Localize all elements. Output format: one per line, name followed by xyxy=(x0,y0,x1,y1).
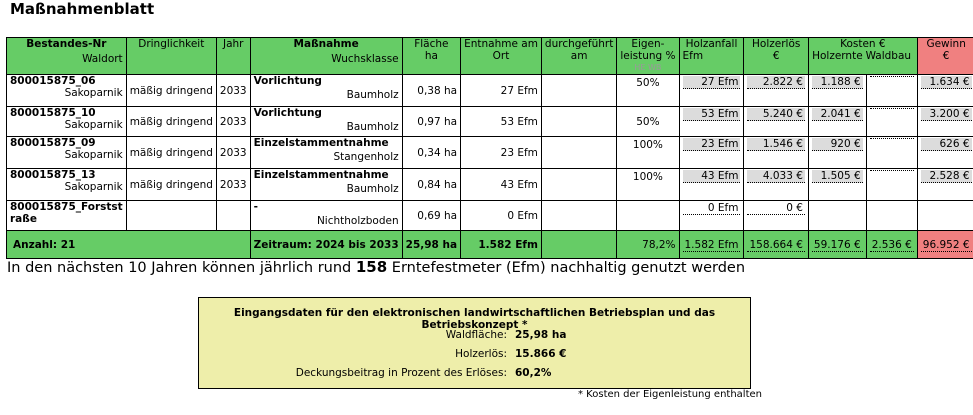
bestand-nr: 800015875_06 xyxy=(10,75,96,87)
header-holzerloes xyxy=(744,38,808,75)
table-header-row xyxy=(7,38,973,75)
massnahme: Vorlichtung xyxy=(253,107,322,119)
header-durchgefuehrt-label: durchgeführt xyxy=(544,38,614,50)
waldflaeche-value: 25,98 ha xyxy=(515,329,567,341)
deckungsbeitrag-value: 60,2% xyxy=(515,367,552,379)
header-holzanfall-unit: Efm xyxy=(682,50,704,62)
wuchsklasse: Baumholz xyxy=(346,89,399,101)
flaeche: 0,69 ha xyxy=(402,201,460,231)
table-row xyxy=(7,201,973,231)
footer-anzahl-label: Anzahl: 21 xyxy=(13,238,76,251)
kosten-waldbau xyxy=(870,76,914,77)
header-flaeche-label: Fläche xyxy=(414,38,449,50)
eigenleistung xyxy=(617,201,679,231)
summary-sentence xyxy=(7,258,745,276)
header-entnahme-label-2: Ort xyxy=(492,50,510,62)
holzerloes: 2.822 € xyxy=(747,76,804,89)
header-entnahme-label: Entnahme am xyxy=(464,38,538,50)
footer-gewinn: 96.952 € xyxy=(922,238,970,251)
footer-anzahl xyxy=(7,231,251,259)
gewinn: 626 € xyxy=(921,138,972,151)
header-eigenleistung xyxy=(617,38,679,75)
footnote: * Kosten der Eigenleistung enthalten xyxy=(578,389,762,400)
entnahme: 43 Efm xyxy=(461,169,542,201)
durchgefuehrt xyxy=(541,107,616,137)
massnahme: Vorlichtung xyxy=(253,75,322,87)
summary-text-after: Erntefestmeter (Efm) nachhaltig genutzt werden xyxy=(387,260,746,276)
footer-eigenleistung: 78,2% xyxy=(617,231,679,259)
gewinn: 1.634 € xyxy=(921,76,972,89)
header-gewinn-label: Gewinn xyxy=(926,38,966,50)
gewinn: 3.200 € xyxy=(921,108,972,121)
wuchsklasse: Baumholz xyxy=(346,183,399,195)
holzerloes: 0 € xyxy=(747,202,804,215)
kosten-holzernte: 1.188 € xyxy=(812,76,863,89)
kosten-waldbau xyxy=(870,170,914,171)
holzerloes: 5.240 € xyxy=(747,108,804,121)
header-gewinn-unit: € xyxy=(942,50,950,62)
massnahme: Einzelstammentnahme xyxy=(253,169,389,181)
jahr xyxy=(216,201,250,231)
header-massnahme xyxy=(250,38,402,75)
dringlichkeit: mäßig dringend xyxy=(126,107,216,137)
flaeche: 0,84 ha xyxy=(402,169,460,201)
kosten-holzernte: 920 € xyxy=(812,138,863,151)
header-bestand-label: Bestandes-Nr xyxy=(26,38,107,50)
wuchsklasse: Stangenholz xyxy=(333,151,399,163)
header-flaeche-unit: ha xyxy=(424,50,438,62)
footer-flaeche: 25,98 ha xyxy=(402,231,460,259)
kosten-holzernte: 1.505 € xyxy=(812,170,863,183)
jahr: 2033 xyxy=(216,137,250,169)
eingangsdaten-title: Eingangsdaten für den elektronischen landwirtschaftlichen Betriebsplan und das Betriebskonzept * xyxy=(233,307,716,331)
header-eigen-sub: HE WB xyxy=(634,63,662,72)
holzerloes: 4.033 € xyxy=(747,170,804,183)
holzerloes-label: Holzerlös: xyxy=(455,348,507,360)
header-kosten-label: Kosten € xyxy=(840,38,886,50)
header-eigen-label: Eigen- xyxy=(631,38,665,50)
footer-entnahme: 1.582 Efm xyxy=(461,231,542,259)
header-kosten xyxy=(808,38,917,75)
gewinn: 2.528 € xyxy=(921,170,972,183)
header-dringlichkeit: Dringlichkeit xyxy=(126,38,216,75)
dringlichkeit: mäßig dringend xyxy=(126,75,216,107)
header-waldort-label: Waldort xyxy=(82,53,123,65)
holzanfall: 53 Efm xyxy=(683,108,741,121)
header-entnahme xyxy=(461,38,542,75)
header-durchgefuehrt-label-2: am xyxy=(570,50,588,62)
holzerloes-value: 15.866 € xyxy=(515,348,567,360)
header-holzanfall xyxy=(679,38,744,75)
header-holzerloes-unit: € xyxy=(772,50,780,62)
bestand-nr: 800015875_13 xyxy=(10,169,96,181)
dringlichkeit: mäßig dringend xyxy=(126,169,216,201)
kosten-holzernte xyxy=(808,201,866,231)
header-jahr: Jahr xyxy=(216,38,250,75)
jahr: 2033 xyxy=(216,169,250,201)
table-row xyxy=(7,107,973,137)
header-durchgefuehrt xyxy=(541,38,616,75)
dringlichkeit: mäßig dringend xyxy=(126,137,216,169)
durchgefuehrt xyxy=(541,75,616,107)
flaeche: 0,38 ha xyxy=(402,75,460,107)
dringlichkeit xyxy=(126,201,216,231)
footer-holzerloes: 158.664 € xyxy=(749,238,803,251)
header-holzernte-label: Holzernte xyxy=(812,50,863,62)
durchgefuehrt xyxy=(541,201,616,231)
footer-waldbau: 2.536 € xyxy=(871,238,912,251)
wuchsklasse: Nichtholzboden xyxy=(316,215,399,227)
table-row xyxy=(7,169,973,201)
kosten-waldbau xyxy=(870,138,914,139)
footer-holzanfall: 1.582 Efm xyxy=(684,238,739,251)
header-eigen-label-2: leistung % xyxy=(620,50,676,62)
header-flaeche xyxy=(402,38,460,75)
bestand-nr: 800015875_Forstst xyxy=(10,201,123,213)
eigenleistung: 50% xyxy=(617,75,679,107)
footer-holzernte: 59.176 € xyxy=(813,238,861,251)
eingangsdaten-box xyxy=(198,297,751,389)
eigenleistung: 50% xyxy=(617,107,679,137)
bestand-nr: 800015875_09 xyxy=(10,137,96,149)
footer-durchgefuehrt xyxy=(541,231,616,259)
kosten-waldbau xyxy=(866,201,917,231)
footer-zeitraum xyxy=(250,231,402,259)
header-holzanfall-label: Holzanfall xyxy=(685,38,738,50)
massnahme: - xyxy=(253,201,258,213)
wuchsklasse: Baumholz xyxy=(346,121,399,133)
waldort: Sakoparnik xyxy=(64,87,123,99)
eigenleistung: 100% xyxy=(617,137,679,169)
holzerloes: 1.546 € xyxy=(747,138,804,151)
holzanfall: 43 Efm xyxy=(683,170,741,183)
entnahme: 0 Efm xyxy=(461,201,542,231)
header-bestand xyxy=(7,38,127,75)
bestand-nr: 800015875_10 xyxy=(10,107,96,119)
header-gewinn xyxy=(917,38,973,75)
durchgefuehrt xyxy=(541,137,616,169)
summary-text-before: In den nächsten 10 Jahren können jährlich rund xyxy=(7,260,356,276)
table-row xyxy=(7,75,973,107)
entnahme: 27 Efm xyxy=(461,75,542,107)
holzanfall: 27 Efm xyxy=(683,76,741,89)
header-holzerloes-label: Holzerlös xyxy=(752,38,801,50)
holzanfall: 0 Efm xyxy=(683,202,741,215)
massnahme: Einzelstammentnahme xyxy=(253,137,389,149)
entnahme: 53 Efm xyxy=(461,107,542,137)
header-kosten-sub xyxy=(812,50,914,62)
waldort: Sakoparnik xyxy=(64,149,123,161)
jahr: 2033 xyxy=(216,107,250,137)
deckungsbeitrag-label: Deckungsbeitrag in Prozent des Erlöses: xyxy=(295,367,507,379)
waldort: Sakoparnik xyxy=(64,181,123,193)
kosten-holzernte: 2.041 € xyxy=(812,108,863,121)
header-massnahme-label: Maßnahme xyxy=(293,38,359,50)
durchgefuehrt xyxy=(541,169,616,201)
jahr: 2033 xyxy=(216,75,250,107)
waldort: Sakoparnik xyxy=(64,119,123,131)
flaeche: 0,34 ha xyxy=(402,137,460,169)
header-wuchsklasse-label: Wuchsklasse xyxy=(331,53,399,65)
kosten-waldbau xyxy=(870,108,914,109)
eigenleistung: 100% xyxy=(617,169,679,201)
summary-value: 158 xyxy=(355,258,388,276)
waldflaeche-label: Waldfläche: xyxy=(445,329,507,341)
table-row xyxy=(7,137,973,169)
footer-zeitraum-label: Zeitraum: 2024 bis 2033 xyxy=(253,238,399,251)
gewinn xyxy=(917,201,973,231)
page-title: Maßnahmenblatt xyxy=(10,0,155,18)
massnahmen-table xyxy=(6,37,973,259)
flaeche: 0,97 ha xyxy=(402,107,460,137)
entnahme: 23 Efm xyxy=(461,137,542,169)
table-footer-row xyxy=(7,231,973,259)
bestand-nr-cont: raße xyxy=(10,213,37,225)
holzanfall: 23 Efm xyxy=(683,138,741,151)
header-waldbau-label: Waldbau xyxy=(865,50,912,62)
